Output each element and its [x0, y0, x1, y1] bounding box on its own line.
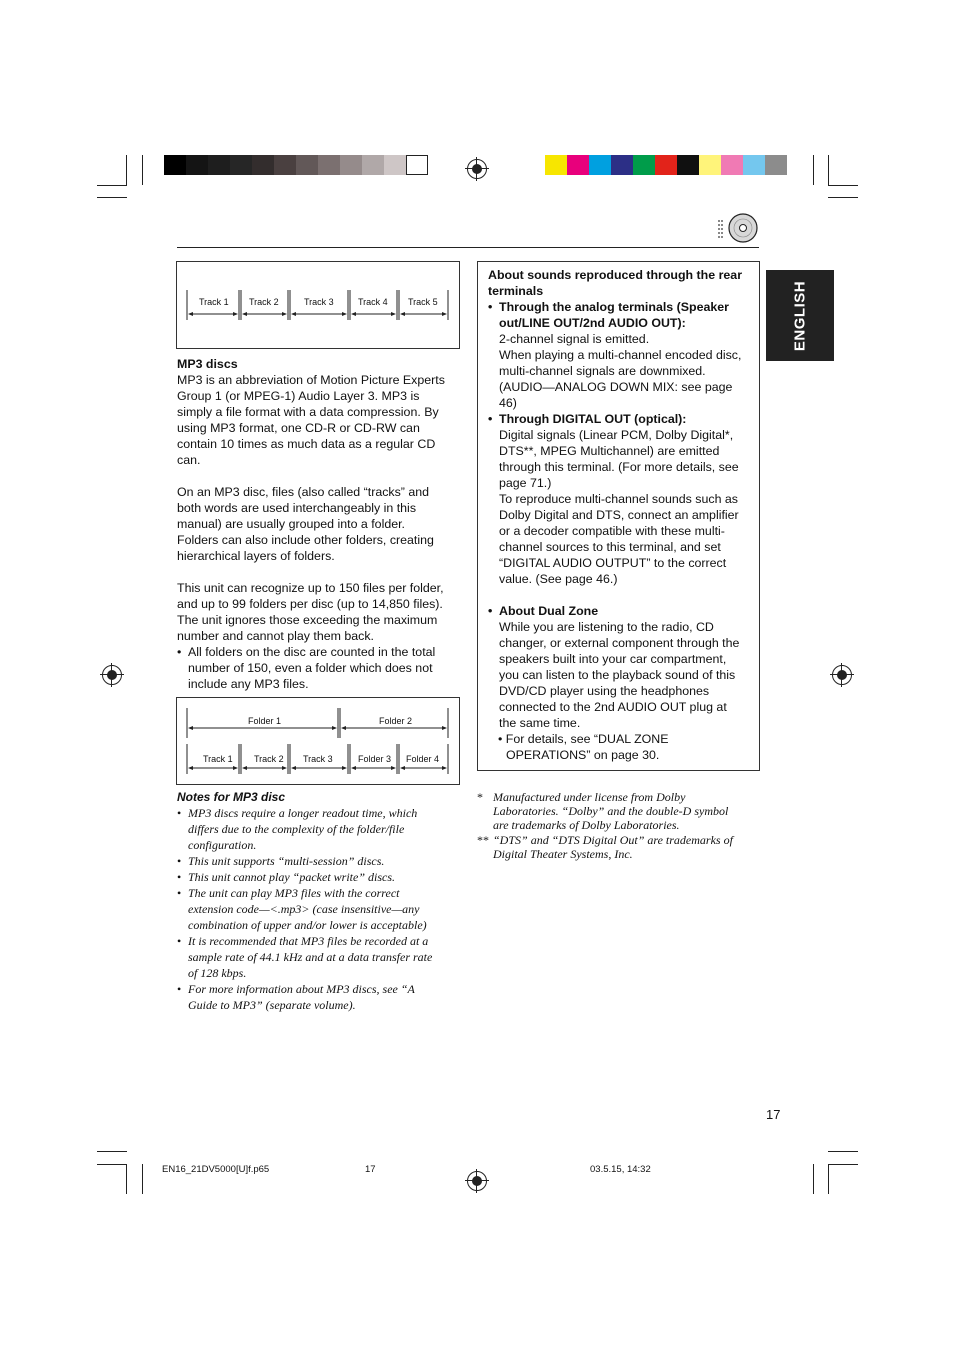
box-heading: About sounds reproduced through the rear — [488, 268, 743, 282]
footer-filename: EN16_21DV5000[U]f.p65 — [162, 1164, 270, 1175]
note-line: • MP3 discs require a longer readout time, which — [177, 806, 418, 820]
track-label: Track 4 — [358, 297, 388, 307]
section-heading: MP3 discs — [177, 357, 238, 371]
body-line: OPERATIONS” on page 30. — [506, 748, 660, 762]
notes-list — [177, 805, 467, 1013]
color-swatch — [252, 155, 274, 175]
body-line: Dolby Digital and DTS, connect an amplifier — [499, 508, 739, 522]
body-line: When playing a multi-channel encoded disc, — [499, 348, 742, 362]
crop-mark — [126, 1164, 127, 1194]
subheading: out/LINE OUT/2nd AUDIO OUT): — [499, 316, 686, 330]
color-swatch — [765, 155, 787, 175]
crop-mark — [97, 185, 127, 186]
paragraph-line: number and cannot play them back. — [177, 629, 374, 643]
body-line: While you are listening to the radio, CD — [499, 620, 714, 634]
paragraph-line: This unit can recognize up to 150 files per folder, — [177, 581, 444, 595]
body-line: value. (See page 46.) — [499, 572, 618, 586]
crop-mark — [813, 155, 814, 185]
note-line: • This unit supports “multi-session” discs. — [177, 854, 385, 868]
body-line: connected to the 2nd AUDIO OUT plug at — [499, 700, 727, 714]
color-swatch — [230, 155, 252, 175]
body-line: DTS**, MPEG Multichannel) are emitted — [499, 444, 720, 458]
body-line: multi-channel signals are downmixed. — [499, 364, 706, 378]
registration-mark-icon — [832, 665, 852, 685]
body-line: DVD/CD player using the headphones — [499, 684, 710, 698]
paragraph-line: manual) are usually grouped into a folder. — [177, 517, 405, 531]
registration-mark-icon — [102, 665, 122, 685]
body-line: the same time. — [499, 716, 581, 730]
body-line: • For details, see “DUAL ZONE — [498, 732, 669, 746]
paragraph-line: using MP3 format, one CD-R or CD-RW can — [177, 421, 420, 435]
body-line: changer, or external component through the — [499, 636, 740, 650]
paragraph-line: simply a file format with a data compression. By — [177, 405, 439, 419]
body-line: speakers built into your car compartment, — [499, 652, 727, 666]
language-tab-label: ENGLISH — [791, 280, 809, 352]
track-label: Track 5 — [408, 297, 438, 307]
note-line: of 128 kbps. — [188, 966, 247, 980]
tracks-diagram — [176, 261, 460, 349]
note-line: • This unit cannot play “packet write” discs. — [177, 870, 395, 884]
crop-mark — [126, 155, 127, 185]
footer-page: 17 — [365, 1164, 376, 1175]
body-line: or a decoder compatible with these multi- — [499, 524, 725, 538]
registration-mark-icon — [467, 159, 487, 179]
color-swatch — [611, 155, 633, 175]
crop-mark — [828, 155, 829, 185]
track-label: Track 2 — [254, 754, 284, 764]
notes-heading: Notes for MP3 disc — [177, 790, 286, 804]
footnote-mark: ** — [477, 833, 489, 847]
page-number: 17 — [766, 1107, 781, 1122]
paragraph-line: On an MP3 disc, files (also called “tracks” and — [177, 485, 430, 499]
color-swatch — [721, 155, 743, 175]
header-rule — [177, 247, 759, 248]
footnote-line: Laboratories. “Dolby” and the double-D symbol — [493, 804, 729, 818]
paragraph-line: The unit ignores those exceeding the maximum — [177, 613, 438, 627]
disc-icon — [716, 212, 760, 244]
color-swatch — [743, 155, 765, 175]
paragraph-line: both words are used interchangeably in this — [177, 501, 417, 515]
mp3-discs-section — [177, 356, 462, 692]
folder-label: Folder 3 — [358, 754, 392, 764]
rear-terminals-section — [488, 267, 758, 763]
body-line: Digital signals (Linear PCM, Dolby Digital*, — [499, 428, 734, 442]
crop-mark — [828, 185, 858, 186]
folders-diagram — [176, 697, 460, 785]
body-line: To reproduce multi-channel sounds such as — [499, 492, 738, 506]
folder-label: Folder 4 — [406, 754, 440, 764]
body-line: channel sources to this terminal, and set — [499, 540, 721, 554]
note-line: • It is recommended that MP3 files be recorded at a — [177, 934, 429, 948]
color-swatch — [633, 155, 655, 175]
subheading: • About Dual Zone — [488, 603, 758, 619]
subheading: • Through DIGITAL OUT (optical): — [488, 411, 758, 427]
crop-mark — [828, 1151, 858, 1152]
mp3-notes — [177, 789, 467, 1013]
color-swatch — [340, 155, 362, 175]
note-line: • For more information about MP3 discs, see “A — [177, 982, 415, 996]
subheading: • Through the analog terminals (Speaker — [488, 299, 758, 315]
color-swatch — [164, 155, 186, 175]
crop-mark — [813, 1164, 814, 1194]
color-swatch — [589, 155, 611, 175]
body-line: 46) — [499, 396, 517, 410]
body-line: (AUDIO—ANALOG DOWN MIX: see page — [499, 380, 733, 394]
paragraph-line: hierarchical layers of folders. — [177, 549, 335, 563]
track-label: Track 1 — [199, 297, 229, 307]
color-swatch — [296, 155, 318, 175]
folder-label: Folder 1 — [248, 716, 282, 726]
note-line: Guide to MP3” (separate volume). — [188, 998, 356, 1012]
color-swatch — [699, 155, 721, 175]
note-line: sample rate of 44.1 kHz and at a data transfer rate — [188, 950, 433, 964]
track-label: Track 3 — [304, 297, 334, 307]
footnote-line: Manufactured under license from Dolby — [493, 790, 686, 804]
color-swatch — [274, 155, 296, 175]
paragraph-line: MP3 is an abbreviation of Motion Picture Experts — [177, 373, 445, 387]
footnote-line: “DTS” and “DTS Digital Out” are trademarks of — [493, 833, 733, 847]
footnote — [477, 790, 783, 832]
paragraph-line: Folders can also include other folders, creating — [177, 533, 434, 547]
crop-mark — [97, 1151, 127, 1152]
folder-label: Folder 2 — [379, 716, 413, 726]
track-label: Track 1 — [203, 754, 233, 764]
crop-mark — [142, 1164, 143, 1194]
crop-mark — [828, 1164, 829, 1194]
footnote — [477, 833, 783, 861]
footer-date: 03.5.15, 14:32 — [590, 1164, 651, 1175]
note-line: extension code—<.mp3> (case insensitive—any — [188, 902, 420, 916]
footnote-mark: * — [477, 790, 483, 804]
note-line: combination of upper and/or lower is acceptable) — [188, 918, 427, 932]
note-line: • The unit can play MP3 files with the correct — [177, 886, 400, 900]
body-line: through this terminal. (For more details, see — [499, 460, 739, 474]
body-line: page 71.) — [499, 476, 552, 490]
language-tab — [766, 270, 834, 361]
color-swatch — [406, 155, 428, 175]
registration-mark-icon — [467, 1171, 487, 1191]
paragraph-line: contain 10 times as much data as a regular CD — [177, 437, 436, 451]
crop-mark — [97, 197, 127, 198]
bullet-line: include any MP3 files. — [188, 677, 309, 691]
bullet-line: • All folders on the disc are counted in the total — [177, 644, 462, 660]
footnote-line: are trademarks of Dolby Laboratories. — [493, 818, 680, 832]
paragraph-line: can. — [177, 453, 201, 467]
track-label: Track 2 — [249, 297, 279, 307]
color-swatch — [208, 155, 230, 175]
color-swatch — [677, 155, 699, 175]
color-swatch — [384, 155, 406, 175]
color-swatch — [318, 155, 340, 175]
box-heading: terminals — [488, 284, 544, 298]
body-line: 2-channel signal is emitted. — [499, 332, 650, 346]
crop-mark — [828, 197, 858, 198]
color-swatch — [545, 155, 567, 175]
color-swatch — [186, 155, 208, 175]
color-swatch — [655, 155, 677, 175]
color-swatch — [362, 155, 384, 175]
body-line: you can listen to the playback sound of this — [499, 668, 736, 682]
note-line: configuration. — [188, 838, 257, 852]
paragraph-line: and up to 99 folders per disc (up to 14,850 files). — [177, 597, 443, 611]
footnote-line: Digital Theater Systems, Inc. — [493, 847, 633, 861]
note-line: differs due to the complexity of the folder/file — [188, 822, 405, 836]
crop-mark — [828, 1164, 858, 1165]
track-label: Track 3 — [303, 754, 333, 764]
crop-mark — [97, 1164, 127, 1165]
crop-mark — [142, 155, 143, 185]
paragraph-line: Group 1 (or MPEG-1) Audio Layer 3. MP3 is — [177, 389, 420, 403]
color-swatch — [567, 155, 589, 175]
bullet-line: number of 150, even a folder which does not — [188, 661, 433, 675]
body-line: “DIGITAL AUDIO OUTPUT” to the correct — [499, 556, 727, 570]
